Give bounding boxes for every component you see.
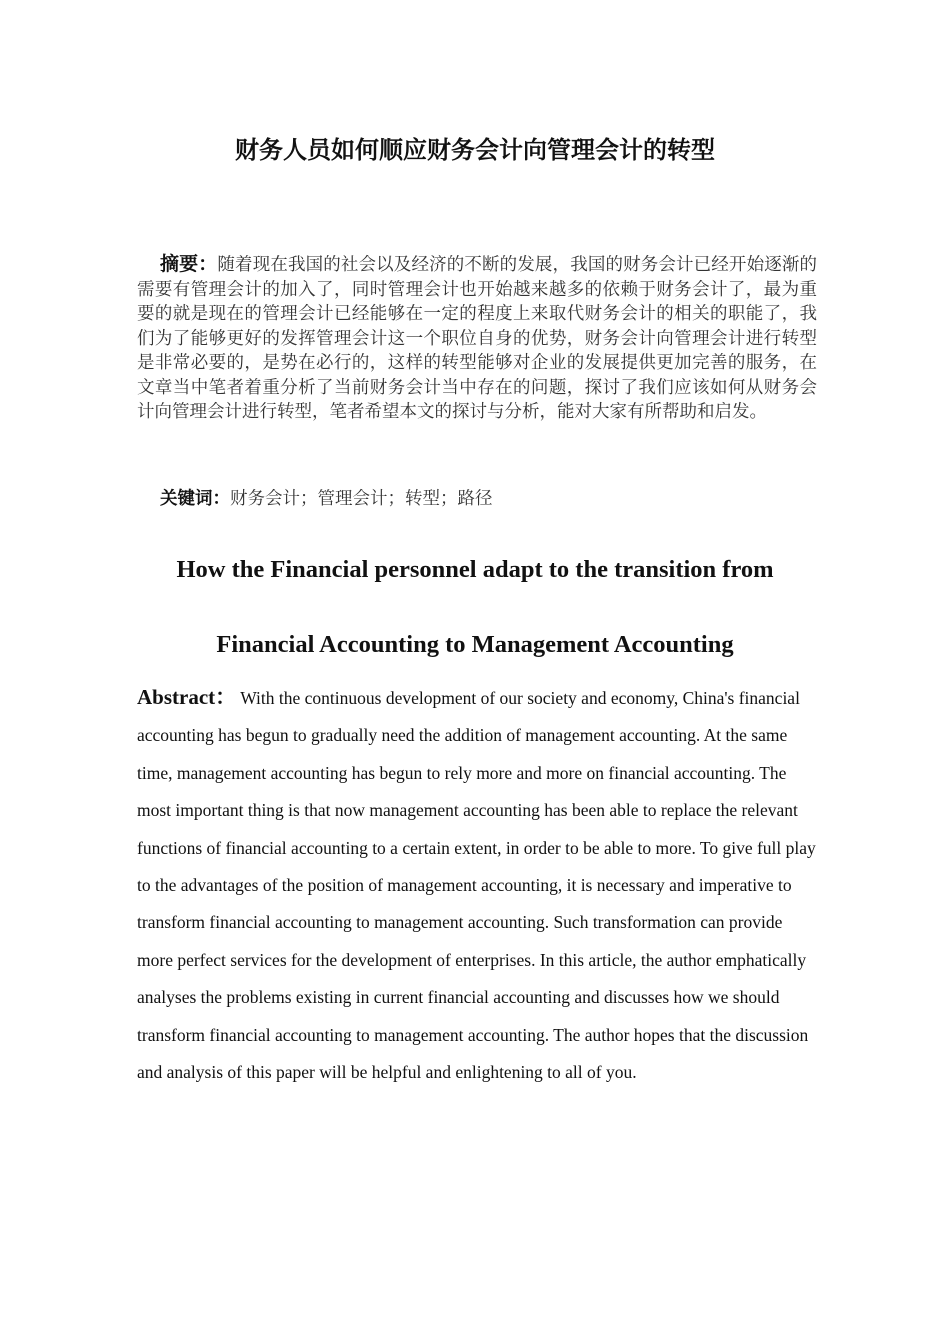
english-abstract-label: Abstract： (137, 685, 237, 709)
english-title-line-1: How the Financial personnel adapt to the transition from (176, 556, 774, 583)
chinese-abstract (137, 252, 817, 425)
chinese-title: 财务人员如何顺应财务会计向管理会计的转型 (235, 136, 715, 164)
chinese-abstract-text: 随着现在我国的社会以及经济的不断的发展，我国的财务会计已经开始逐渐的需要有管理会计的加入了，同时管理会计也开始越来越多的依赖于财务会计了，最为重要的就是现在的管理会计已经能够在一定的程度上来取代财务会计的相关的职能了，我们为了能够更好的发挥管理会计这一个职位自身的优势，财务会计向管理会计进行转型是非常必要的，是势在必行的，这样的转型能够对企业的发展提供更加完善的服务，在文章当中笔者着重分析了当前财务会计当中存在的问题，探讨了我们应该如何从财务会计向管理会计进行转型，笔者希望本文的探讨与分析，能对大家有所帮助和启发。 (137, 255, 817, 422)
english-abstract (137, 679, 817, 1091)
chinese-keywords-text: 财务会计；管理会计；转型；路径 (230, 489, 493, 509)
chinese-keywords (160, 486, 820, 512)
chinese-keywords-label: 关键词： (160, 489, 230, 509)
english-abstract-text: With the continuous development of our society and economy, China's financial accounting has begun to gradually need the addition of management accounting. At the same time, management accounting has begun to rely more and more on financial accounting. The most important thing is that now management accounting has been able to replace the relevant functions of financial accounting to a certain extent, in order to be able to more. To give full play to the advantages of the position of management accounting, it is necessary and imperative to transform financial accounting to management accounting. Such transformation can provide more perfect services for the development of enterprises. In this article, the author emphatically analyses the problems existing in current financial accounting and discusses how we should transform financial accounting to management accounting. The author hopes that the discussion and analysis of this paper will be helpful and enlightening to all of you. (137, 688, 816, 1083)
chinese-abstract-label: 摘要： (160, 253, 218, 275)
english-title-line-2: Financial Accounting to Management Accounting (216, 631, 734, 658)
